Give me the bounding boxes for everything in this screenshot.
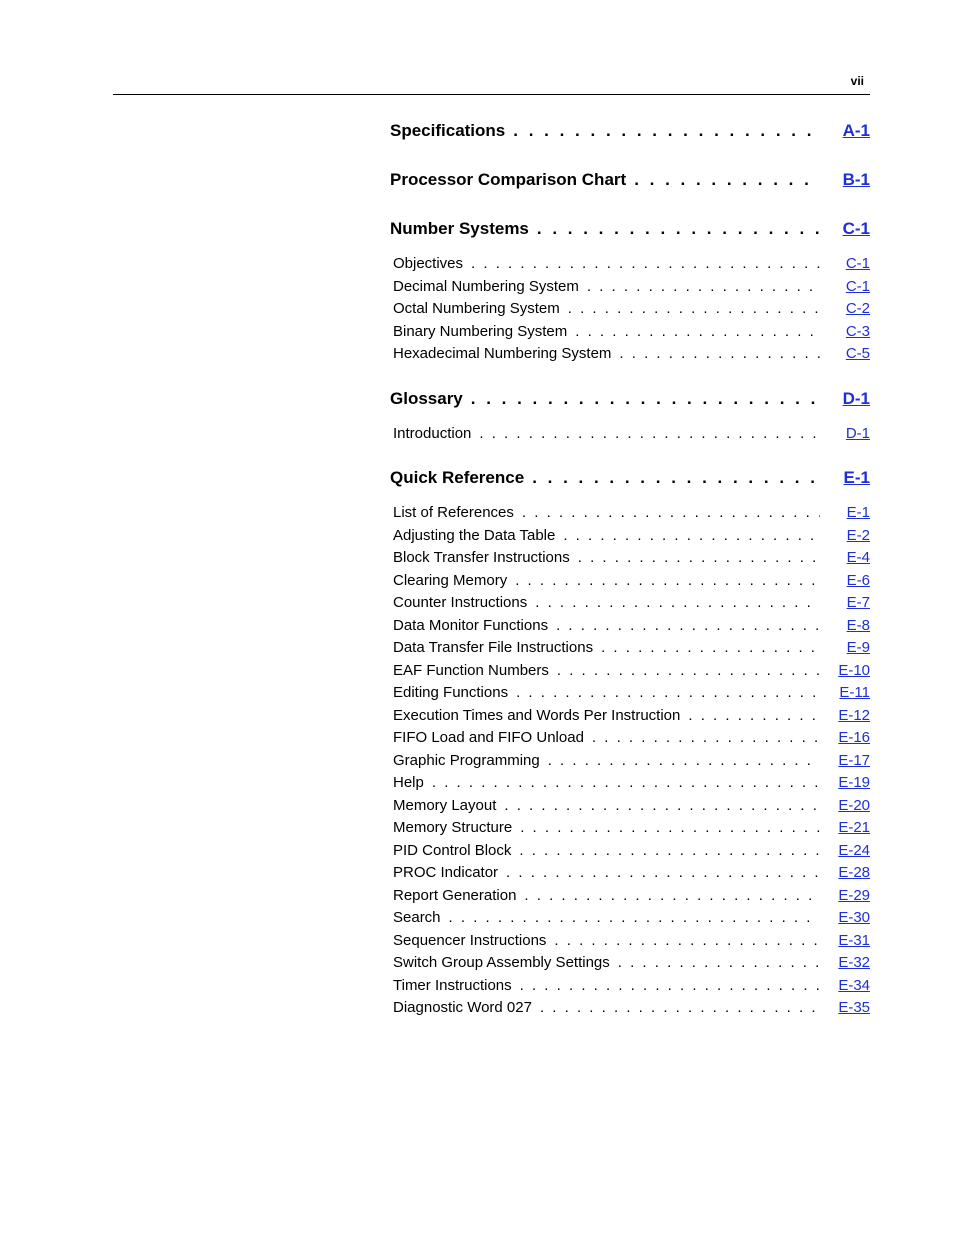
toc-entry	[390, 321, 870, 344]
toc-entry-title: List of References	[393, 504, 514, 521]
dot-leader	[535, 592, 820, 614]
toc-entry-title: Graphic Programming	[393, 751, 540, 769]
toc-entry	[390, 660, 870, 683]
toc-entry-title: Binary Numbering System	[393, 322, 568, 340]
toc-entry-page-link[interactable]: E-12	[838, 706, 870, 724]
toc-entry-page-link[interactable]: E-11	[839, 684, 870, 701]
dot-leader	[506, 862, 820, 884]
dot-leader	[563, 525, 820, 547]
toc-entry-title: Introduction	[393, 424, 472, 442]
toc-entry	[390, 840, 870, 863]
toc-section-title: Number Systems	[390, 219, 529, 238]
toc-entry	[390, 817, 870, 840]
toc-entry-page-link[interactable]: C-5	[845, 345, 870, 362]
toc-entry-page-link[interactable]: E-29	[838, 886, 870, 904]
page-number: vii	[850, 74, 864, 88]
toc-entry	[390, 772, 870, 795]
toc-entry-title: Objectives	[393, 255, 464, 272]
toc-entry-title: Memory Structure	[393, 819, 513, 836]
dot-leader	[634, 167, 820, 193]
toc-entry	[390, 502, 870, 525]
toc-entry	[390, 547, 870, 570]
toc-entry	[390, 795, 870, 818]
toc-section-page-link[interactable]: B-1	[842, 170, 870, 189]
spacer	[390, 494, 870, 502]
dot-leader	[519, 840, 820, 862]
dot-leader	[568, 298, 820, 320]
toc-entry-page-link[interactable]: E-24	[838, 841, 870, 859]
toc-entry	[390, 750, 870, 773]
dot-leader	[556, 615, 820, 637]
toc-entry-title: Sequencer Instructions	[393, 931, 547, 949]
toc-section	[390, 386, 870, 446]
toc-entry-page-link[interactable]: E-16	[838, 729, 870, 746]
toc-entry-title: Decimal Numbering System	[393, 277, 579, 295]
dot-leader	[619, 343, 820, 365]
toc-entry-page-link[interactable]: C-2	[845, 300, 870, 317]
toc-entry	[390, 975, 870, 998]
dot-leader	[578, 547, 820, 569]
dot-leader	[520, 817, 820, 839]
toc-entry-page-link[interactable]: E-8	[846, 616, 870, 634]
toc-entry-title: Report Generation	[393, 886, 517, 904]
toc-entry	[390, 997, 870, 1020]
dot-leader	[479, 423, 820, 445]
dot-leader	[601, 637, 820, 659]
dot-leader	[532, 465, 820, 491]
toc-entry-page-link[interactable]: E-4	[846, 549, 870, 566]
toc-section-page-link[interactable]: C-1	[842, 219, 870, 238]
toc-section	[390, 118, 870, 147]
toc-entry	[390, 682, 870, 705]
toc-entry-page-link[interactable]: E-35	[838, 999, 870, 1016]
dot-leader	[618, 952, 820, 974]
dot-leader	[515, 570, 820, 592]
toc-entry-page-link[interactable]: E-1	[846, 504, 870, 521]
dot-leader	[524, 885, 820, 907]
toc-entry-page-link[interactable]: E-6	[846, 571, 870, 589]
toc-entry-title: Help	[393, 774, 424, 791]
toc-entry-page-link[interactable]: E-28	[838, 864, 870, 881]
toc-entry-title: Editing Functions	[393, 684, 509, 701]
toc-entry-page-link[interactable]: D-1	[845, 424, 870, 442]
toc-entry-title: FIFO Load and FIFO Unload	[393, 729, 584, 746]
toc-entry	[390, 298, 870, 321]
toc-entry	[390, 343, 870, 366]
toc-entry-page-link[interactable]: E-2	[846, 526, 870, 544]
toc-entry-title: Octal Numbering System	[393, 300, 560, 317]
toc-section-page-link[interactable]: D-1	[842, 388, 870, 408]
toc-entry	[390, 276, 870, 299]
toc-entry-page-link[interactable]: E-19	[838, 774, 870, 791]
toc-entry	[390, 637, 870, 660]
toc-entry	[390, 525, 870, 548]
toc-entry-title: PROC Indicator	[393, 864, 499, 881]
toc-entry-page-link[interactable]: E-17	[838, 751, 870, 769]
dot-leader	[513, 118, 820, 144]
toc-entry-page-link[interactable]: E-30	[838, 909, 870, 926]
toc-entry-page-link[interactable]: C-1	[845, 277, 870, 295]
toc-entry	[390, 253, 870, 276]
toc-section-heading	[390, 216, 870, 245]
toc-entry	[390, 705, 870, 728]
toc-entry	[390, 592, 870, 615]
toc-entry-title: Memory Layout	[393, 796, 497, 814]
toc-entry-title: PID Control Block	[393, 841, 512, 859]
dot-leader	[516, 682, 820, 704]
toc-section	[390, 465, 870, 1020]
toc-entry-title: Adjusting the Data Table	[393, 526, 556, 544]
toc-entry-title: Search	[393, 909, 441, 926]
dot-leader	[575, 321, 820, 343]
dot-leader	[592, 727, 820, 749]
dot-leader	[471, 386, 820, 412]
dot-leader	[432, 772, 820, 794]
dot-leader	[471, 253, 820, 275]
toc-section	[390, 167, 870, 196]
toc-entry-title: Counter Instructions	[393, 594, 528, 611]
toc-entry-title: EAF Function Numbers	[393, 661, 549, 679]
dot-leader	[449, 907, 820, 929]
toc-entry-title: Hexadecimal Numbering System	[393, 345, 612, 362]
toc-entry-title: Timer Instructions	[393, 976, 512, 994]
dot-leader	[504, 795, 820, 817]
toc-entry-title: Switch Group Assembly Settings	[393, 954, 610, 971]
table-of-contents	[390, 118, 870, 1040]
toc-section-heading	[390, 386, 870, 415]
toc-section-title: Processor Comparison Chart	[390, 170, 627, 189]
toc-entry	[390, 862, 870, 885]
toc-section	[390, 216, 870, 366]
dot-leader	[537, 216, 820, 242]
toc-entry-page-link[interactable]: E-7	[846, 594, 870, 611]
toc-section-title: Glossary	[390, 388, 463, 408]
toc-entry	[390, 930, 870, 953]
toc-entry	[390, 570, 870, 593]
spacer	[390, 245, 870, 253]
toc-entry-title: Data Monitor Functions	[393, 616, 549, 634]
toc-entry	[390, 615, 870, 638]
toc-entry	[390, 907, 870, 930]
toc-entry-title: Clearing Memory	[393, 571, 508, 589]
toc-entry-page-link[interactable]: E-32	[838, 954, 870, 971]
toc-entry	[390, 952, 870, 975]
dot-leader	[520, 975, 820, 997]
dot-leader	[587, 276, 820, 298]
toc-entry-page-link[interactable]: E-9	[846, 639, 870, 656]
toc-entry-title: Data Transfer File Instructions	[393, 639, 594, 656]
toc-entry-page-link[interactable]: E-10	[838, 661, 870, 679]
toc-entry-title: Diagnostic Word 027	[393, 999, 532, 1016]
toc-entry	[390, 727, 870, 750]
dot-leader	[522, 502, 820, 524]
toc-section-heading	[390, 118, 870, 147]
toc-entry	[390, 423, 870, 446]
toc-entry-page-link[interactable]: E-21	[838, 819, 870, 836]
toc-entry-title: Block Transfer Instructions	[393, 549, 570, 566]
dot-leader	[548, 750, 820, 772]
toc-entry-page-link[interactable]: C-1	[845, 255, 870, 272]
dot-leader	[688, 705, 820, 727]
dot-leader	[554, 930, 820, 952]
toc-entry-page-link[interactable]: C-3	[845, 322, 870, 340]
toc-entry-page-link[interactable]: E-20	[838, 796, 870, 814]
toc-section-page-link[interactable]: E-1	[843, 468, 870, 487]
toc-entry-page-link[interactable]: E-31	[838, 931, 870, 949]
toc-entry-title: Execution Times and Words Per Instruction	[393, 706, 681, 724]
toc-section-title: Quick Reference	[390, 468, 525, 487]
toc-section-heading	[390, 465, 870, 494]
toc-section-page-link[interactable]: A-1	[842, 121, 870, 140]
toc-entry	[390, 885, 870, 908]
toc-section-title: Specifications	[390, 121, 506, 140]
spacer	[390, 415, 870, 423]
dot-leader	[557, 660, 820, 682]
toc-entry-page-link[interactable]: E-34	[838, 976, 870, 994]
toc-section-heading	[390, 167, 870, 196]
header-rule	[113, 94, 870, 95]
dot-leader	[540, 997, 820, 1019]
